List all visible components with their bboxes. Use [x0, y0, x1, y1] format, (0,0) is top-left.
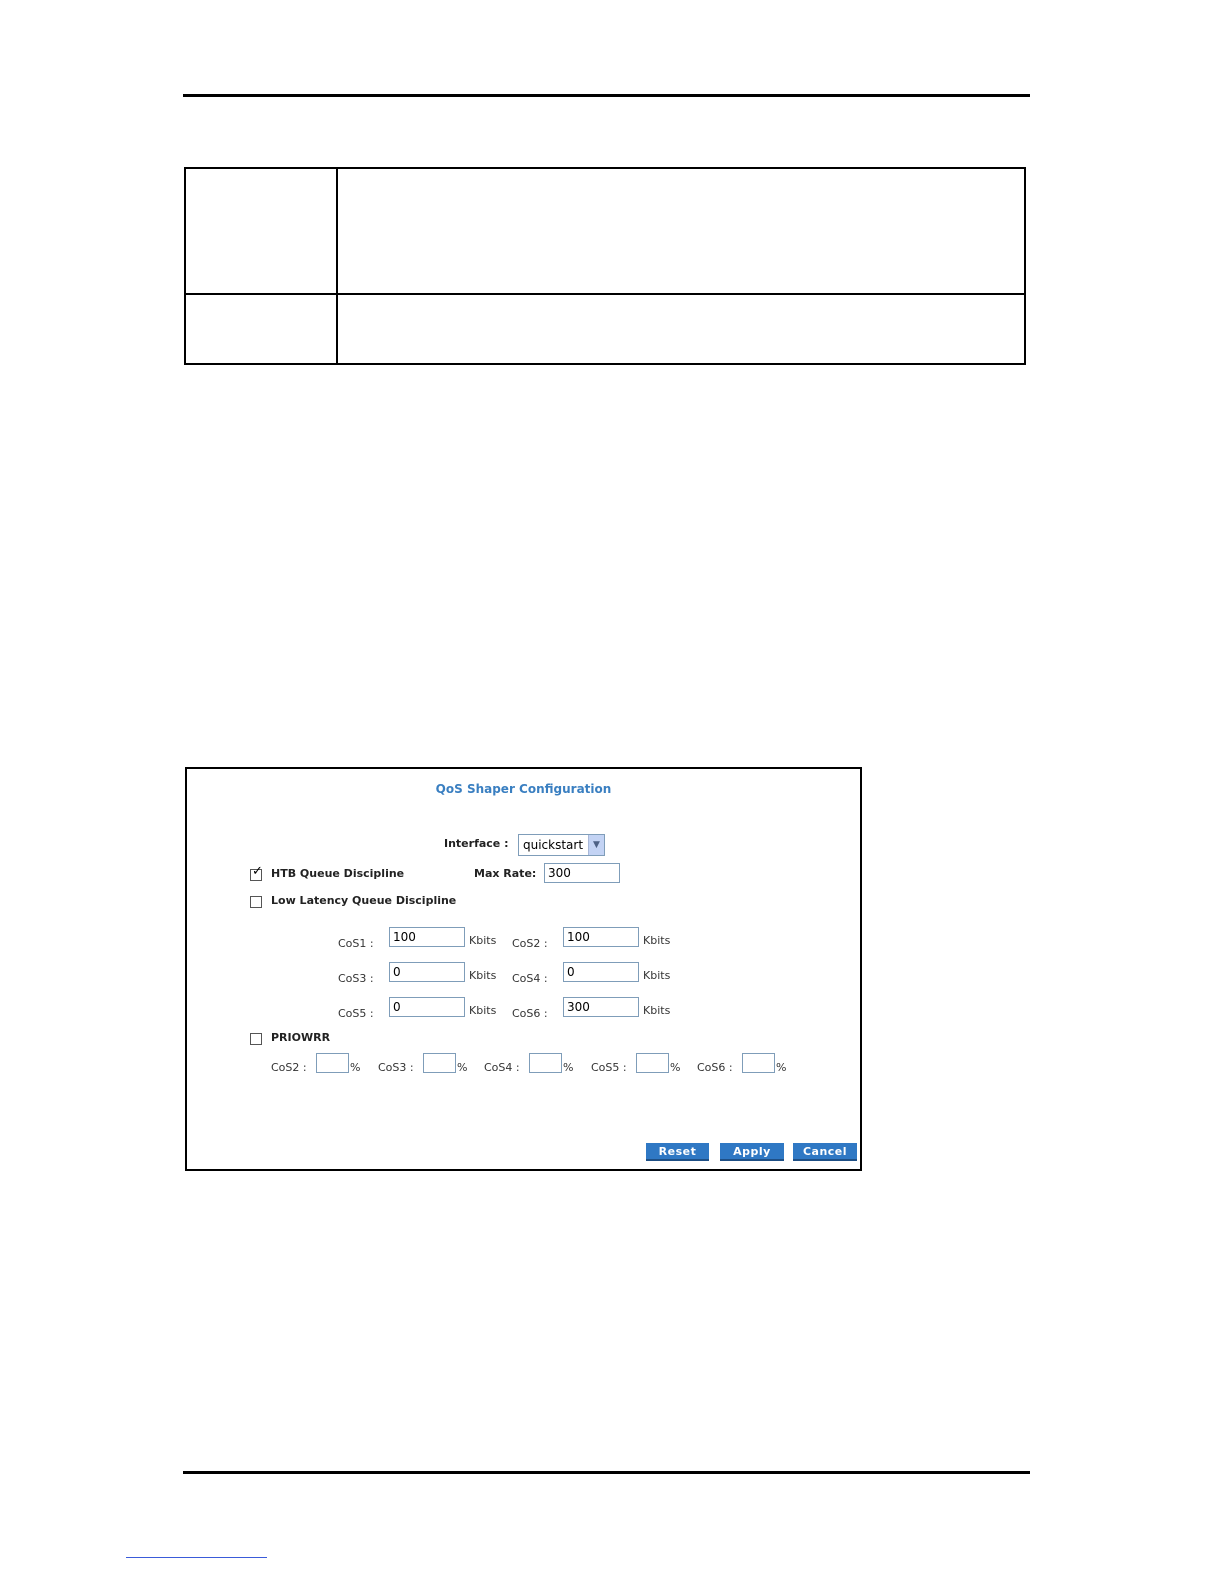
- cancel-button[interactable]: Cancel: [793, 1143, 857, 1161]
- wrr-cos4-input[interactable]: [529, 1053, 562, 1073]
- priowrr-checkbox[interactable]: [250, 1033, 262, 1045]
- cos3-label: CoS3 :: [338, 972, 374, 985]
- cos6-rate-input[interactable]: 300: [563, 997, 639, 1017]
- panel-title: QoS Shaper Configuration: [435, 782, 612, 796]
- llq-checkbox[interactable]: [250, 896, 262, 908]
- wrr-cos4-unit: %: [563, 1061, 574, 1074]
- wrr-cos3-unit: %: [457, 1061, 468, 1074]
- wrr-cos2-input[interactable]: [316, 1053, 349, 1073]
- cos1-label: CoS1 :: [338, 937, 374, 950]
- table-cell: [185, 168, 337, 294]
- apply-button[interactable]: Apply: [720, 1143, 784, 1161]
- qos-shaper-panel: [185, 767, 862, 1171]
- interface-select[interactable]: [518, 834, 605, 856]
- max-rate-input[interactable]: 300: [544, 863, 620, 883]
- table-cell: [185, 294, 337, 364]
- priowrr-label: PRIOWRR: [271, 1031, 331, 1044]
- wrr-cos3-label: CoS3 :: [378, 1061, 414, 1074]
- wrr-cos6-label: CoS6 :: [697, 1061, 733, 1074]
- cos4-label: CoS4 :: [512, 972, 548, 985]
- interface-label: Interface :: [444, 837, 509, 850]
- footer-link-underline: [126, 1557, 267, 1558]
- table-cell: [337, 294, 1025, 364]
- document-table: [184, 167, 1026, 365]
- cos5-unit: Kbits: [469, 1004, 497, 1017]
- wrr-cos2-unit: %: [350, 1061, 361, 1074]
- cos6-label: CoS6 :: [512, 1007, 548, 1020]
- cos1-unit: Kbits: [469, 934, 497, 947]
- reset-button[interactable]: Reset: [646, 1143, 709, 1161]
- cos3-rate-input[interactable]: 0: [389, 962, 465, 982]
- wrr-cos5-input[interactable]: [636, 1053, 669, 1073]
- chevron-down-icon[interactable]: ▼: [588, 835, 604, 855]
- table-cell: [337, 168, 1025, 294]
- cos4-unit: Kbits: [643, 969, 671, 982]
- max-rate-label: Max Rate:: [474, 867, 537, 880]
- wrr-cos2-label: CoS2 :: [271, 1061, 307, 1074]
- wrr-cos5-label: CoS5 :: [591, 1061, 627, 1074]
- wrr-cos6-input[interactable]: [742, 1053, 775, 1073]
- footer-rule: [183, 1471, 1030, 1474]
- cos5-rate-input[interactable]: 0: [389, 997, 465, 1017]
- wrr-cos6-unit: %: [776, 1061, 787, 1074]
- cos2-unit: Kbits: [643, 934, 671, 947]
- wrr-cos4-label: CoS4 :: [484, 1061, 520, 1074]
- cos4-rate-input[interactable]: 0: [563, 962, 639, 982]
- cos2-label: CoS2 :: [512, 937, 548, 950]
- htb-label: HTB Queue Discipline: [271, 867, 405, 880]
- cos3-unit: Kbits: [469, 969, 497, 982]
- header-rule: [183, 94, 1030, 97]
- checkmark-icon: ✓: [252, 864, 263, 879]
- htb-checkbox[interactable]: [250, 864, 263, 881]
- llq-label: Low Latency Queue Discipline: [271, 894, 457, 907]
- wrr-cos3-input[interactable]: [423, 1053, 456, 1073]
- cos2-rate-input[interactable]: 100: [563, 927, 639, 947]
- wrr-cos5-unit: %: [670, 1061, 681, 1074]
- cos5-label: CoS5 :: [338, 1007, 374, 1020]
- cos6-unit: Kbits: [643, 1004, 671, 1017]
- interface-select-value: quickstart: [523, 838, 584, 852]
- cos1-rate-input[interactable]: 100: [389, 927, 465, 947]
